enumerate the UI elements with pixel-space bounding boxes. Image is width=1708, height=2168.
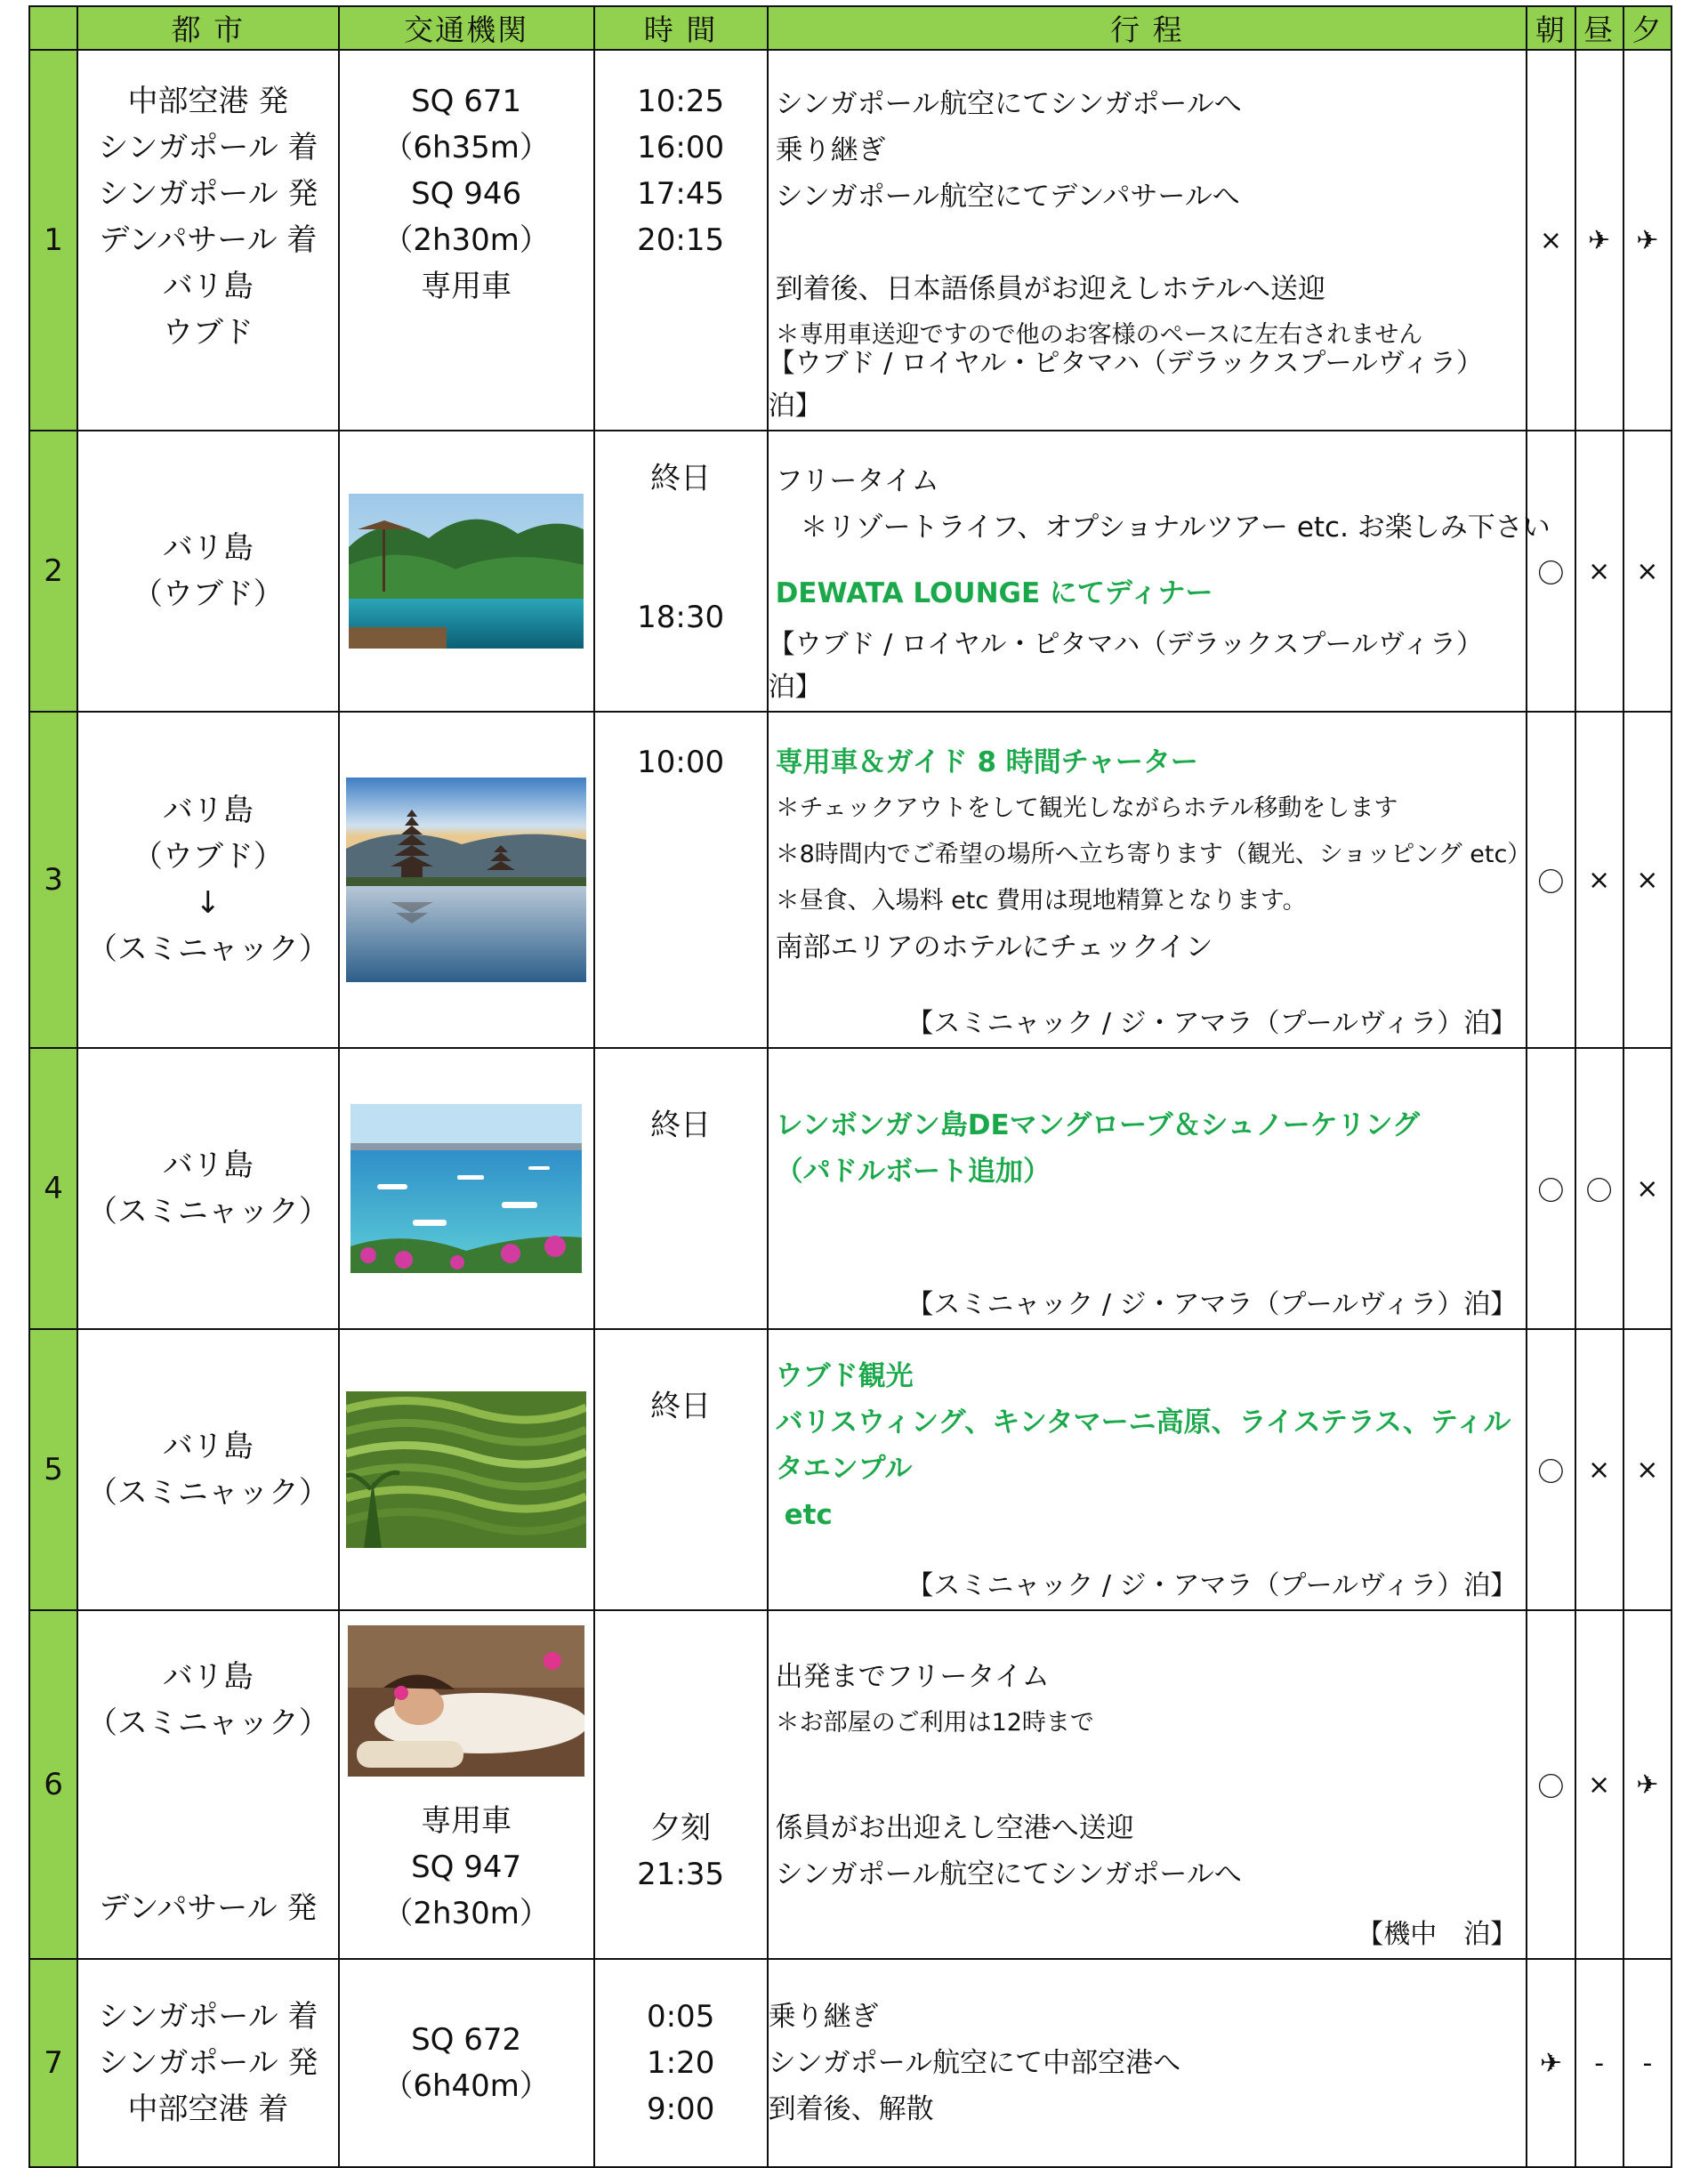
itinerary-cell: 乗り継ぎ シンガポール航空にて中部空港へ 到着後、解散: [768, 1959, 1527, 2167]
transport-cell: SQ 671 （6h35m） SQ 946 （2h30m） 専用車: [339, 50, 594, 431]
city-cell: バリ島 （ウブド）: [77, 431, 338, 712]
meal-lunch: ×: [1575, 1329, 1623, 1610]
time-cell: 10:25 16:00 17:45 20:15: [594, 50, 768, 431]
meal-lunch: 〇: [1575, 1048, 1623, 1329]
time-cell: 終日: [594, 1329, 768, 1610]
day-number: 1: [29, 50, 77, 431]
header-time: 時 間: [594, 6, 768, 50]
time-cell: 終日 18:30: [594, 431, 768, 712]
itinerary-cell: レンボンガン島DEマングローブ＆シュノーケリング （パドルボート追加） 【スミニャック / ジ・アマラ（プールヴィラ）泊】: [768, 1048, 1527, 1329]
day-number: 5: [29, 1329, 77, 1610]
day-number: 4: [29, 1048, 77, 1329]
time-cell: 0:05 1:20 9:00: [594, 1959, 768, 2167]
meal-dinner: -: [1623, 1959, 1672, 2167]
header-day: [29, 6, 77, 50]
meal-lunch: ×: [1575, 712, 1623, 1048]
hotel-label: 【スミニャック / ジ・アマラ（プールヴィラ）泊】: [906, 1570, 1518, 1601]
meal-breakfast: 〇: [1527, 712, 1575, 1048]
itinerary-table: [28, 5, 1672, 2168]
hotel-label: 【機中 泊】: [1357, 1919, 1518, 1950]
header-breakfast: 朝: [1527, 6, 1575, 50]
header-lunch: 昼: [1575, 6, 1623, 50]
meal-lunch: ×: [1575, 1610, 1623, 1959]
itinerary-cell: フリータイム ＊リゾートライフ、オプショナルツアー etc. お楽しみ下さい DEWATA LOUNGE にてディナー 【ウブド / ロイヤル・ピタマハ（デラックスプールヴィラ）泊】: [768, 431, 1527, 712]
city-cell: バリ島 （ウブド） ↓ （スミニャック）: [77, 712, 338, 1048]
table-row: [29, 431, 1672, 712]
spa-massage-photo: [348, 1625, 584, 1777]
sea-boats-photo: [350, 1104, 582, 1273]
meal-breakfast: 〇: [1527, 431, 1575, 712]
meal-dinner: ×: [1623, 1048, 1672, 1329]
meal-lunch: ×: [1575, 431, 1623, 712]
table-row: [29, 1959, 1672, 2167]
hotel-label: 【スミニャック / ジ・アマラ（プールヴィラ）泊】: [906, 1289, 1518, 1320]
city-cell: バリ島 （スミニャック） デンパサール 発: [77, 1610, 338, 1959]
hotel-label: 【ウブド / ロイヤル・ピタマハ（デラックスプールヴィラ）泊】: [768, 348, 1484, 422]
meal-breakfast: 〇: [1527, 1610, 1575, 1959]
pool-villa-photo: [349, 494, 584, 649]
temple-lake-photo: [346, 778, 586, 982]
day-number: 7: [29, 1959, 77, 2167]
meal-dinner: ✈: [1623, 50, 1672, 431]
table-row: [29, 1048, 1672, 1329]
meal-breakfast: 〇: [1527, 1048, 1575, 1329]
itinerary-cell: 出発までフリータイム ＊お部屋のご利用は12時まで 係員がお出迎えし空港へ送迎 シンガポール航空にてシンガポールへ 【機中 泊】: [768, 1610, 1527, 1959]
meal-lunch: -: [1575, 1959, 1623, 2167]
itinerary-cell: ウブド観光 バリスウィング、キンタマーニ高原、ライステラス、ティルタエンプル etc 【スミニャック / ジ・アマラ（プールヴィラ）泊】: [768, 1329, 1527, 1610]
transport-cell: SQ 672 （6h40m）: [339, 1959, 594, 2167]
header-dinner: 夕: [1623, 6, 1672, 50]
meal-breakfast: ×: [1527, 50, 1575, 431]
hotel-label: 【ウブド / ロイヤル・ピタマハ（デラックスプールヴィラ）泊】: [768, 629, 1484, 703]
table-row: [29, 50, 1672, 431]
meal-lunch: ✈: [1575, 50, 1623, 431]
time-cell: 夕刻 21:35: [594, 1610, 768, 1959]
meal-dinner: ×: [1623, 431, 1672, 712]
photo-cell: [339, 712, 594, 1048]
photo-cell: [339, 1048, 594, 1329]
table-row: [29, 1329, 1672, 1610]
meal-dinner: ✈: [1623, 1610, 1672, 1959]
table-row: [29, 712, 1672, 1048]
itinerary-cell: シンガポール航空にてシンガポールへ 乗り継ぎ シンガポール航空にてデンパサールへ 到着後、日本語係員がお迎えしホテルへ送迎 ＊専用車送迎ですので他のお客様のペースに左右されません 【ウブド / ロイヤル・ピタマハ（デラックスプールヴィラ）泊】: [768, 50, 1527, 431]
itinerary-cell: 専用車＆ガイド 8 時間チャーター ＊チェックアウトをして観光しながらホテル移動をします ＊8時間内でご希望の場所へ立ち寄ります（観光、ショッピング etc） ＊昼食、入場料 etc 費用は現地精算となります。 南部エリアのホテルにチェックイン 【スミニャック / ジ・アマラ（プールヴィラ）泊】: [768, 712, 1527, 1048]
meal-dinner: ×: [1623, 712, 1672, 1048]
header-row: [29, 6, 1672, 50]
header-city: 都 市: [77, 6, 338, 50]
city-cell: バリ島 （スミニャック）: [77, 1048, 338, 1329]
photo-cell: [339, 1329, 594, 1610]
header-transport: 交通機関: [339, 6, 594, 50]
city-cell: バリ島 （スミニャック）: [77, 1329, 338, 1610]
day-number: 3: [29, 712, 77, 1048]
meal-dinner: ×: [1623, 1329, 1672, 1610]
table-row: [29, 1610, 1672, 1959]
time-cell: 10:00: [594, 712, 768, 1048]
time-cell: 終日: [594, 1048, 768, 1329]
day-number: 2: [29, 431, 77, 712]
city-cell: 中部空港 発 シンガポール 着 シンガポール 発 デンパサール 着 バリ島 ウブド: [77, 50, 338, 431]
rice-terrace-photo: [346, 1391, 586, 1548]
city-cell: シンガポール 着 シンガポール 発 中部空港 着: [77, 1959, 338, 2167]
hotel-label: 【スミニャック / ジ・アマラ（プールヴィラ）泊】: [906, 1008, 1518, 1039]
meal-breakfast: 〇: [1527, 1329, 1575, 1610]
header-itinerary: 行 程: [768, 6, 1527, 50]
photo-cell: [339, 431, 594, 712]
meal-breakfast: ✈: [1527, 1959, 1575, 2167]
day-number: 6: [29, 1610, 77, 1959]
transport-cell: 専用車 SQ 947 （2h30m）: [339, 1610, 594, 1959]
